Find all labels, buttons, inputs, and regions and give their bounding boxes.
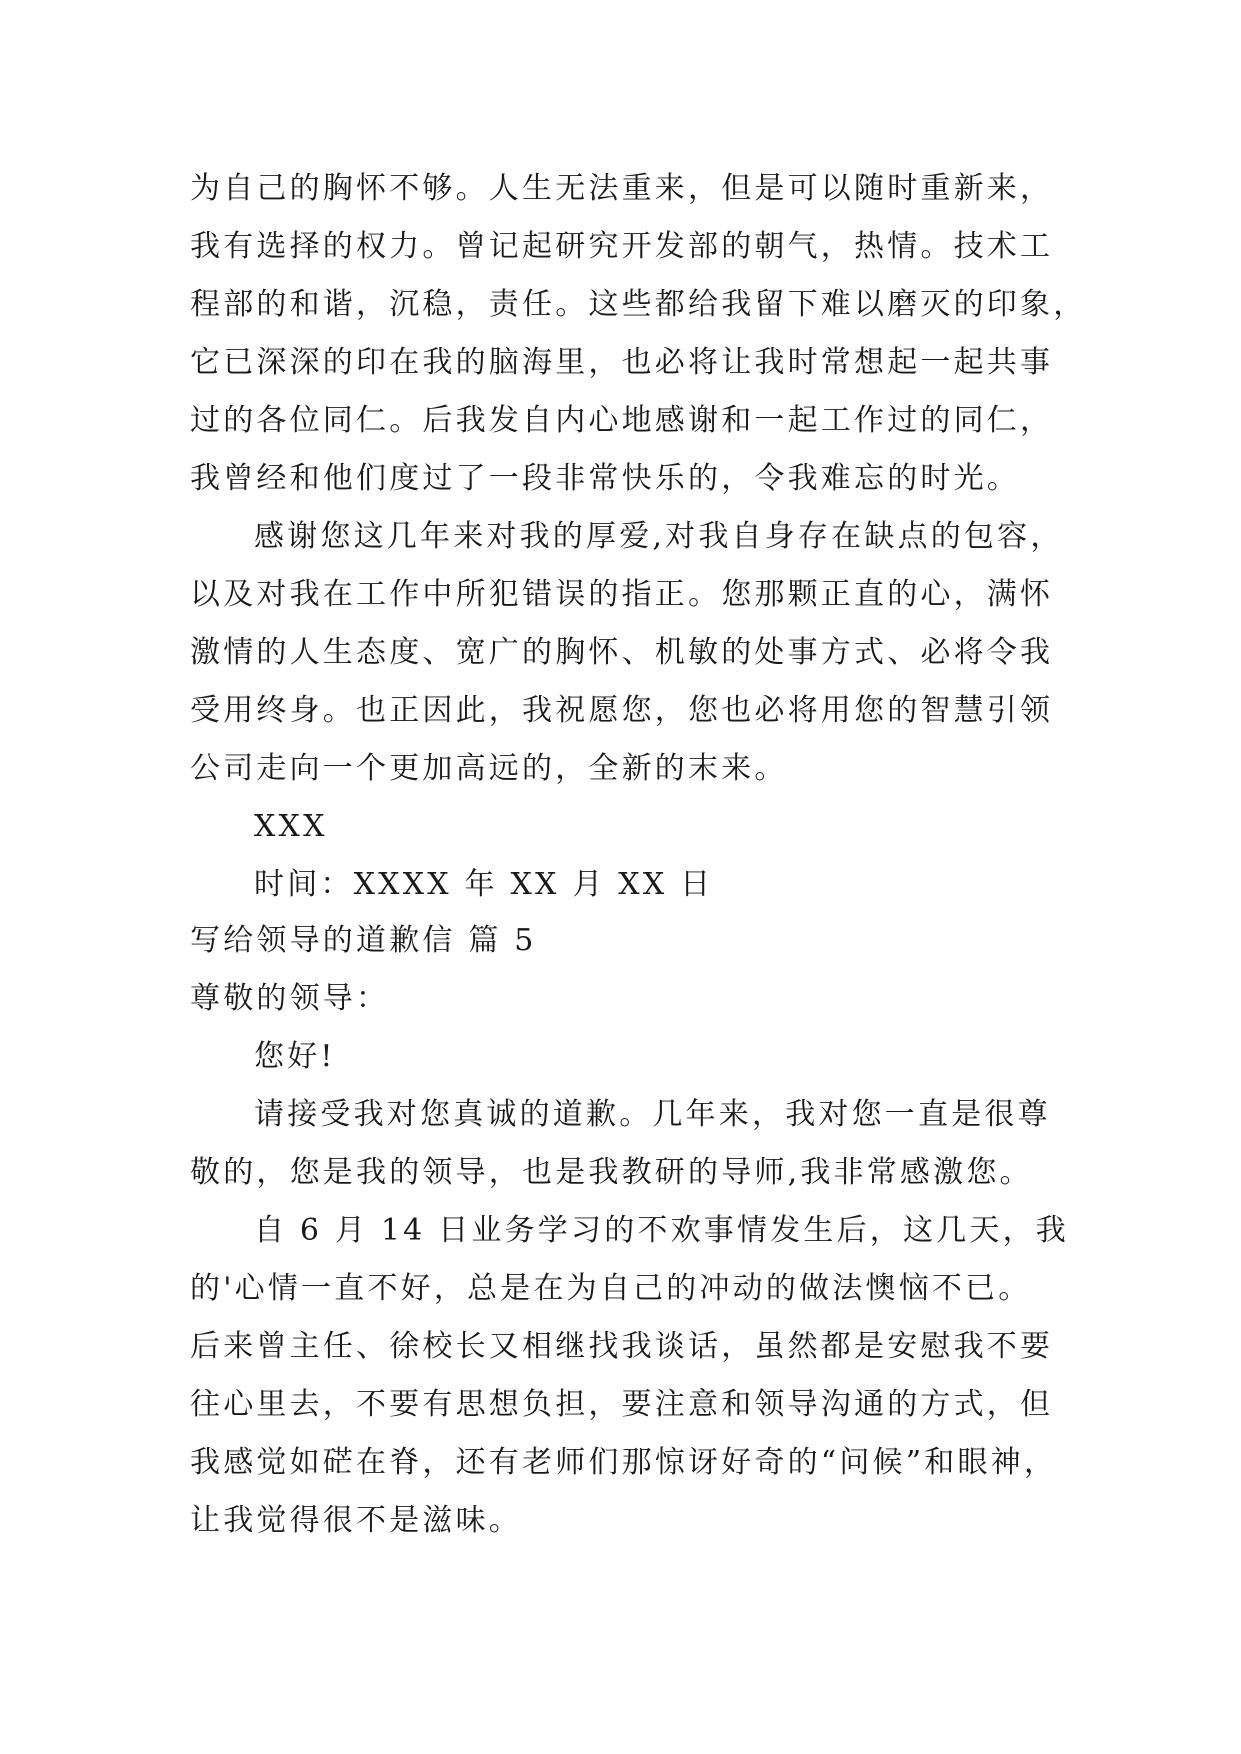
signature-name: XXX — [254, 809, 328, 844]
text-line: 过的各位同仁。后我发自内心地感谢和一起工作过的同仁， — [190, 403, 1054, 438]
text-line: 受用终身。也正因此，我祝愿您，您也必将用您的智慧引领 — [190, 693, 1054, 728]
text-line: 以及对我在工作中所犯错误的指正。您那颗正直的心，满怀 — [190, 577, 1054, 612]
salutation: 尊敬的领导： — [190, 981, 390, 1016]
greeting: 您好! — [254, 1039, 336, 1074]
text-line: 激情的人生态度、宽广的胸怀、机敏的处事方式、必将令我 — [190, 635, 1054, 670]
text-line: 它已深深的印在我的脑海里，也必将让我时常想起一起共事 — [190, 345, 1054, 380]
text-line: 的'心情一直不好，总是在为自己的冲动的做法懊恼不已。 — [190, 1271, 1032, 1306]
text-line: 公司走向一个更加高远的，全新的末来。 — [190, 751, 788, 786]
text-line: 程部的和谐，沉稳，责任。这些都给我留下难以磨灭的印象， — [190, 287, 1087, 322]
text-line: 我曾经和他们度过了一段非常快乐的，令我难忘的时光。 — [190, 461, 1020, 496]
signature-date: 时间：XXXX 年 XX 月 XX 日 — [254, 867, 714, 902]
text-line: 请接受我对您真诚的道歉。几年来，我对您一直是很尊 — [254, 1097, 1051, 1132]
text-line: 敬的，您是我的领导，也是我教研的导师,我非常感激您。 — [190, 1155, 1033, 1190]
text-line: 我感觉如硭在脊，还有老师们那惊讶好奇的“问候”和眼神， — [190, 1445, 1058, 1480]
text-line: 自 6 月 14 日业务学习的不欢事情发生后，这几天，我 — [254, 1213, 1070, 1248]
text-line: 往心里去，不要有思想负担，要注意和领导沟通的方式，但 — [190, 1387, 1054, 1422]
text-line: 后来曾主任、徐校长又相继找我谈话，虽然都是安慰我不要 — [190, 1329, 1054, 1364]
text-line: 让我觉得很不是滋味。 — [190, 1503, 522, 1538]
text-line: 感谢您这几年来对我的厚爱,对我自身存在缺点的包容， — [254, 519, 1064, 554]
text-line: 为自己的胸怀不够。人生无法重来，但是可以随时重新来， — [190, 171, 1054, 206]
text-line: 我有选择的权力。曾记起研究开发部的朝气，热情。技术工 — [190, 229, 1054, 264]
section-heading: 写给领导的道歉信 篇 5 — [190, 923, 537, 958]
